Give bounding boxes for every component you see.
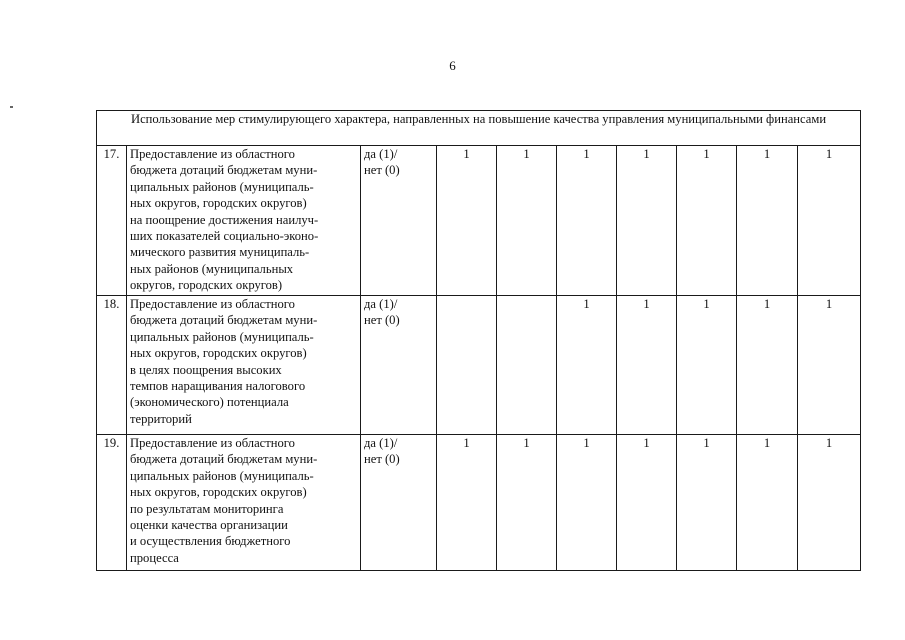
table-row xyxy=(97,146,861,296)
scan-artifact-dot xyxy=(10,106,13,108)
value-cell: 1 xyxy=(798,296,861,435)
value-cell: 1 xyxy=(557,435,617,571)
value-cell: 1 xyxy=(737,435,798,571)
value-cell: 1 xyxy=(677,146,737,296)
description-line: мического развития муниципаль- xyxy=(130,245,310,260)
description-line: бюджета дотаций бюджетам муни- xyxy=(130,452,318,467)
value-cell: 1 xyxy=(737,146,798,296)
value-cell: 1 xyxy=(497,435,557,571)
description-line: ных округов, городских округов) xyxy=(130,485,307,500)
description-line: Предоставление из областного xyxy=(130,436,295,450)
row-unit: да (1)/ нет (0) xyxy=(361,435,437,571)
value-cell: 1 xyxy=(677,296,737,435)
value-cell: 1 xyxy=(557,146,617,296)
description-line: ципальных районов (муниципаль- xyxy=(130,179,314,194)
row-number: 18. xyxy=(97,296,127,435)
description-line: ципальных районов (муниципаль- xyxy=(130,468,314,483)
description-line: оценки качества организации xyxy=(130,518,288,533)
table-row xyxy=(97,296,861,435)
description-line: округов, городских округов) xyxy=(130,278,283,293)
description-line: ших показателей социально-эконо- xyxy=(130,229,319,244)
value-cell xyxy=(497,296,557,435)
description-line: ных районов (муниципальных xyxy=(130,261,294,276)
value-cell: 1 xyxy=(798,435,861,571)
description-line: и осуществления бюджетного xyxy=(130,534,291,549)
description-line: территорий xyxy=(130,411,192,426)
value-cell: 1 xyxy=(497,146,557,296)
value-cell: 1 xyxy=(617,296,677,435)
page-number: 6 xyxy=(449,58,456,73)
description-line: ципальных районов (муниципаль- xyxy=(130,329,314,344)
row-unit: да (1)/ нет (0) xyxy=(361,146,437,296)
value-cell: 1 xyxy=(617,146,677,296)
value-cell: 1 xyxy=(437,435,497,571)
value-cell xyxy=(437,296,497,435)
description-line: Предоставление из областного xyxy=(130,147,295,161)
value-cell: 1 xyxy=(437,146,497,296)
description-line: в целях поощрения высоких xyxy=(130,362,282,377)
description-line: по результатам мониторинга xyxy=(130,501,284,516)
description-line: на поощрение достижения наилуч- xyxy=(130,212,319,227)
row-unit: да (1)/ нет (0) xyxy=(361,296,437,435)
value-cell: 1 xyxy=(557,296,617,435)
value-cell: 1 xyxy=(798,146,861,296)
description-line: ных округов, городских округов) xyxy=(130,196,307,211)
value-cell: 1 xyxy=(677,435,737,571)
value-cell: 1 xyxy=(617,435,677,571)
table-row xyxy=(97,435,861,571)
row-number: 19. xyxy=(97,435,127,571)
row-number: 17. xyxy=(97,146,127,296)
description-line: бюджета дотаций бюджетам муни- xyxy=(130,313,318,328)
section-title: Использование мер стимулирующего характера, направленных на повышение качества управления муниципальными финансами xyxy=(97,111,861,146)
description-line: бюджета дотаций бюджетам муни- xyxy=(130,163,318,178)
description-line: ных округов, городских округов) xyxy=(130,346,307,361)
description-line: темпов наращивания налогового xyxy=(130,379,306,394)
section-header-row xyxy=(97,111,861,146)
description-line: Предоставление из областного xyxy=(130,297,295,311)
indicator-table xyxy=(96,110,861,571)
row-description xyxy=(127,435,361,571)
row-description xyxy=(127,146,361,296)
row-description xyxy=(127,296,361,435)
description-line: (экономического) потенциала xyxy=(130,395,289,410)
value-cell: 1 xyxy=(737,296,798,435)
description-line: процесса xyxy=(130,550,179,565)
